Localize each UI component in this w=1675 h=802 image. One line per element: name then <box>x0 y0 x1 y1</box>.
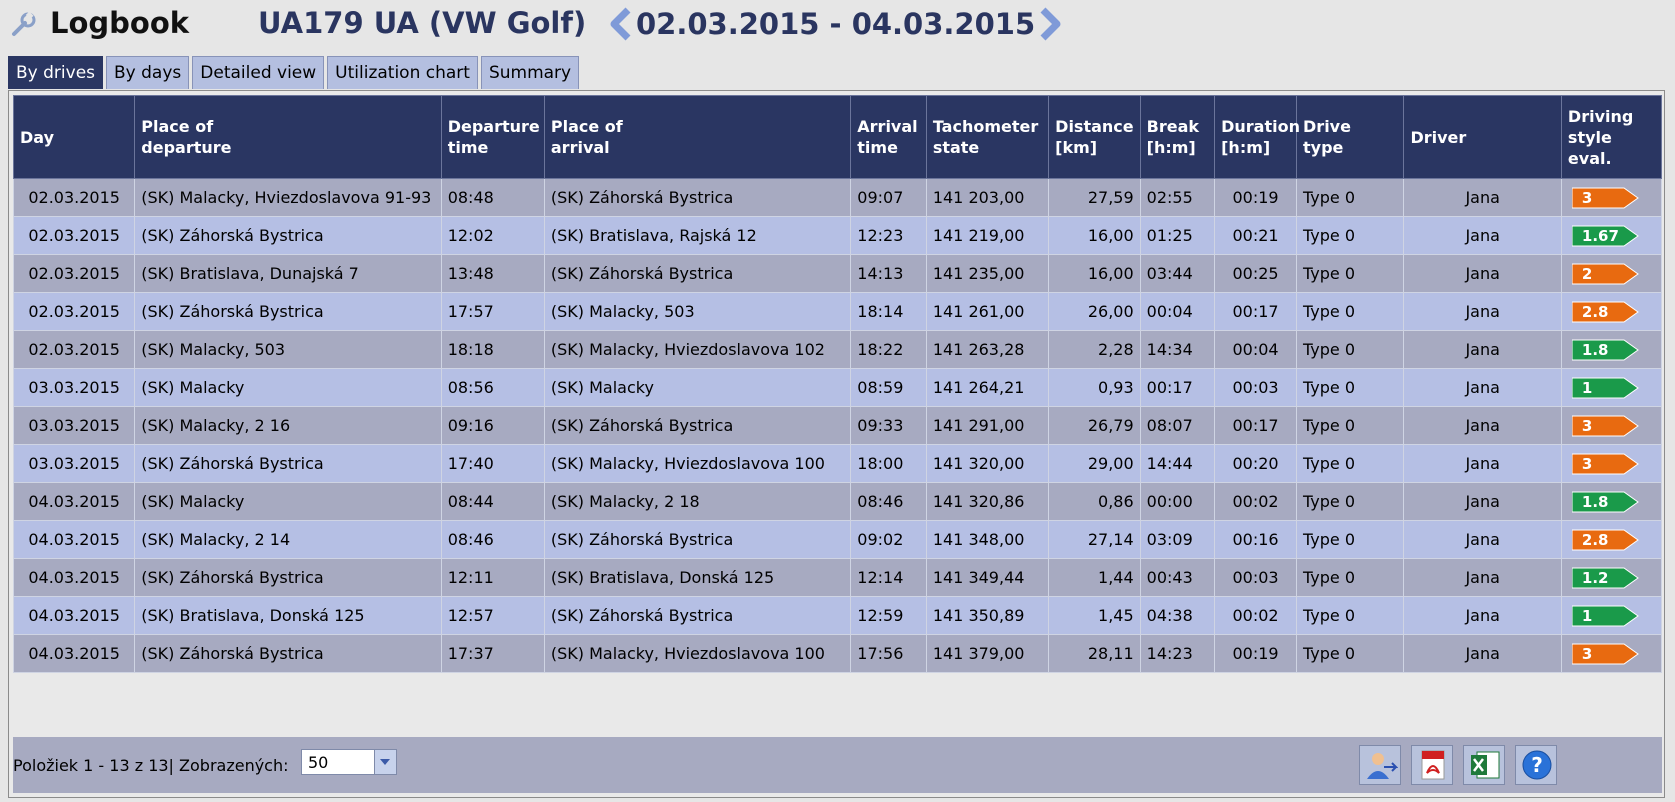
table-cell: 04.03.2015 <box>14 559 135 597</box>
table-cell: Type 0 <box>1297 445 1404 483</box>
table-cell: (SK) Záhorská Bystrica <box>544 255 850 293</box>
table-cell: 26,00 <box>1049 293 1140 331</box>
page-size-select[interactable] <box>301 749 397 775</box>
previous-period-arrow-icon[interactable] <box>608 6 634 42</box>
table-cell: 141 379,00 <box>926 635 1048 673</box>
table-cell: 09:02 <box>851 521 927 559</box>
table-cell: 18:18 <box>441 331 544 369</box>
driving-style-value: 3 <box>1581 188 1593 207</box>
table-cell: Jana <box>1404 597 1561 635</box>
table-cell: 08:46 <box>851 483 927 521</box>
table-cell: 141 291,00 <box>926 407 1048 445</box>
table-cell: (SK) Bratislava, Donská 125 <box>544 559 850 597</box>
table-cell: 08:44 <box>441 483 544 521</box>
export-excel-button[interactable] <box>1463 745 1505 785</box>
table-cell: Type 0 <box>1297 217 1404 255</box>
column-header[interactable]: Tachometer state <box>926 96 1048 179</box>
table-cell: Jana <box>1404 217 1561 255</box>
pdf-icon <box>1416 749 1450 781</box>
driving-style-badge <box>1572 605 1630 627</box>
page-size-value: 50 <box>308 753 329 772</box>
table-cell: 00:03 <box>1215 559 1297 597</box>
table-cell: 17:37 <box>441 635 544 673</box>
table-cell: 14:23 <box>1140 635 1214 673</box>
table-cell: (SK) Záhorská Bystrica <box>135 293 441 331</box>
next-period-arrow-icon[interactable] <box>1037 6 1063 42</box>
table-cell: 02.03.2015 <box>14 293 135 331</box>
table-row[interactable] <box>14 255 1662 293</box>
driving-style-value: 1 <box>1581 378 1593 397</box>
table-cell: Type 0 <box>1297 597 1404 635</box>
table-cell: (SK) Malacky <box>135 483 441 521</box>
table-cell: 00:16 <box>1215 521 1297 559</box>
table-cell: 00:02 <box>1215 597 1297 635</box>
table-cell: (SK) Malacky, 2 18 <box>544 483 850 521</box>
column-header[interactable]: Break [h:m] <box>1140 96 1214 179</box>
table-cell: (SK) Záhorská Bystrica <box>544 407 850 445</box>
table-row[interactable] <box>14 217 1662 255</box>
table-cell: 141 348,00 <box>926 521 1048 559</box>
table-cell: Jana <box>1404 179 1561 217</box>
table-cell: Type 0 <box>1297 559 1404 597</box>
date-range-navigator <box>608 4 1063 44</box>
table-cell <box>1561 483 1661 521</box>
table-cell: 02.03.2015 <box>14 179 135 217</box>
tab-by-drives[interactable]: By drives <box>8 56 103 89</box>
table-cell <box>1561 635 1661 673</box>
excel-icon <box>1468 749 1502 781</box>
vehicle-title: UA179 UA (VW Golf) <box>258 6 587 40</box>
table-cell: 04.03.2015 <box>14 521 135 559</box>
table-cell: 03.03.2015 <box>14 407 135 445</box>
driving-style-badge <box>1572 263 1630 285</box>
column-header[interactable]: Place of arrival <box>544 96 850 179</box>
table-cell: Type 0 <box>1297 179 1404 217</box>
table-cell: 03.03.2015 <box>14 369 135 407</box>
table-cell: 00:17 <box>1140 369 1214 407</box>
table-cell: (SK) Bratislava, Rajská 12 <box>544 217 850 255</box>
table-cell: 14:34 <box>1140 331 1214 369</box>
driving-style-badge <box>1572 567 1630 589</box>
table-cell: 141 203,00 <box>926 179 1048 217</box>
table-cell <box>1561 217 1661 255</box>
driving-style-value: 3 <box>1581 644 1593 663</box>
table-cell: 02.03.2015 <box>14 255 135 293</box>
table-cell: Jana <box>1404 521 1561 559</box>
table-cell: Jana <box>1404 635 1561 673</box>
driving-style-value: 1.8 <box>1581 492 1609 511</box>
table-cell: 17:40 <box>441 445 544 483</box>
driving-style-badge <box>1572 643 1630 665</box>
table-cell: 08:07 <box>1140 407 1214 445</box>
table-cell: 141 320,00 <box>926 445 1048 483</box>
table-cell <box>1561 597 1661 635</box>
drives-panel <box>8 90 1665 798</box>
help-icon <box>1520 749 1554 781</box>
column-header[interactable]: Departure time <box>441 96 544 179</box>
table-cell: 01:25 <box>1140 217 1214 255</box>
table-cell: (SK) Záhorská Bystrica <box>135 445 441 483</box>
table-cell: 03.03.2015 <box>14 445 135 483</box>
table-cell: 03:44 <box>1140 255 1214 293</box>
table-cell: 141 235,00 <box>926 255 1048 293</box>
table-cell: 14:44 <box>1140 445 1214 483</box>
table-cell: 00:02 <box>1215 483 1297 521</box>
column-header[interactable]: Drive type <box>1297 96 1404 179</box>
tab-detailed-view[interactable]: Detailed view <box>192 56 324 89</box>
table-cell: 1,44 <box>1049 559 1140 597</box>
table-cell: 03:09 <box>1140 521 1214 559</box>
table-cell: Type 0 <box>1297 483 1404 521</box>
driving-style-value: 1.8 <box>1581 340 1609 359</box>
table-cell: 04:38 <box>1140 597 1214 635</box>
table-cell: Type 0 <box>1297 293 1404 331</box>
table-row[interactable] <box>14 331 1662 369</box>
table-cell: Type 0 <box>1297 369 1404 407</box>
table-row[interactable] <box>14 521 1662 559</box>
table-cell: 08:56 <box>441 369 544 407</box>
driving-style-value: 3 <box>1581 416 1593 435</box>
table-cell: 13:48 <box>441 255 544 293</box>
table-cell: (SK) Bratislava, Dunajská 7 <box>135 255 441 293</box>
table-cell: 141 349,44 <box>926 559 1048 597</box>
table-cell: 26,79 <box>1049 407 1140 445</box>
table-cell: 12:59 <box>851 597 927 635</box>
table-cell: 04.03.2015 <box>14 597 135 635</box>
table-cell <box>1561 407 1661 445</box>
table-cell: (SK) Malacky, Hviezdoslavova 91-93 <box>135 179 441 217</box>
table-cell: (SK) Malacky <box>135 369 441 407</box>
table-cell: 18:22 <box>851 331 927 369</box>
table-cell: 00:19 <box>1215 179 1297 217</box>
pager-label: Položiek 1 - 13 z 13| Zobrazených: <box>13 756 289 775</box>
table-row[interactable] <box>14 293 1662 331</box>
date-range: 02.03.2015 - 04.03.2015 <box>636 7 1036 41</box>
table-cell: 27,59 <box>1049 179 1140 217</box>
table-cell <box>1561 369 1661 407</box>
driving-style-value: 2.8 <box>1581 530 1609 549</box>
table-cell: 00:21 <box>1215 217 1297 255</box>
table-cell: 02:55 <box>1140 179 1214 217</box>
table-cell: 09:16 <box>441 407 544 445</box>
table-cell: 02.03.2015 <box>14 331 135 369</box>
table-row[interactable] <box>14 445 1662 483</box>
driving-style-value: 1 <box>1581 606 1593 625</box>
table-cell: 12:23 <box>851 217 927 255</box>
table-cell <box>1561 179 1661 217</box>
table-cell <box>1561 559 1661 597</box>
table-cell: (SK) Záhorská Bystrica <box>135 635 441 673</box>
table-cell: 12:14 <box>851 559 927 597</box>
table-cell: 16,00 <box>1049 255 1140 293</box>
table-cell: 12:57 <box>441 597 544 635</box>
table-cell: 16,00 <box>1049 217 1140 255</box>
column-header[interactable]: Driving style eval. <box>1561 96 1661 179</box>
column-header[interactable]: Place of departure <box>135 96 441 179</box>
column-header[interactable]: Arrival time <box>851 96 927 179</box>
table-cell: 00:04 <box>1140 293 1214 331</box>
tab-utilization-chart[interactable]: Utilization chart <box>327 56 478 89</box>
driving-style-badge <box>1572 225 1630 247</box>
table-cell: 1,45 <box>1049 597 1140 635</box>
export-user-button[interactable] <box>1359 745 1401 785</box>
table-cell <box>1561 331 1661 369</box>
driving-style-value: 3 <box>1581 454 1593 473</box>
header <box>0 0 1675 52</box>
table-cell: 00:17 <box>1215 293 1297 331</box>
table-cell: 00:25 <box>1215 255 1297 293</box>
driving-style-badge <box>1572 529 1630 551</box>
table-cell: 141 261,00 <box>926 293 1048 331</box>
table-cell: 29,00 <box>1049 445 1140 483</box>
table-cell <box>1561 445 1661 483</box>
table-cell: (SK) Malacky, 2 14 <box>135 521 441 559</box>
table-cell: 09:33 <box>851 407 927 445</box>
export-user-icon <box>1364 749 1398 781</box>
table-cell: (SK) Záhorská Bystrica <box>544 521 850 559</box>
table-cell: 00:43 <box>1140 559 1214 597</box>
export-pdf-button[interactable] <box>1411 745 1453 785</box>
table-row[interactable] <box>14 635 1662 673</box>
driving-style-badge <box>1572 187 1630 209</box>
column-header[interactable]: Day <box>14 96 135 179</box>
table-cell: (SK) Malacky, 503 <box>135 331 441 369</box>
table-row[interactable] <box>14 483 1662 521</box>
table-cell: 08:59 <box>851 369 927 407</box>
driving-style-value: 1.67 <box>1581 226 1619 245</box>
table-cell: Type 0 <box>1297 407 1404 445</box>
table-cell: Type 0 <box>1297 331 1404 369</box>
table-cell: 00:17 <box>1215 407 1297 445</box>
table-cell: Type 0 <box>1297 635 1404 673</box>
table-cell: 17:56 <box>851 635 927 673</box>
table-cell: (SK) Malacky, Hviezdoslavova 100 <box>544 445 850 483</box>
table-cell: 08:48 <box>441 179 544 217</box>
table-cell: Jana <box>1404 331 1561 369</box>
table-row[interactable] <box>14 179 1662 217</box>
table-cell: (SK) Záhorská Bystrica <box>544 179 850 217</box>
table-cell <box>1561 521 1661 559</box>
table-row[interactable] <box>14 559 1662 597</box>
table-cell: (SK) Malacky, 503 <box>544 293 850 331</box>
table-cell: Jana <box>1404 369 1561 407</box>
table-footer <box>13 737 1662 793</box>
table-cell: Jana <box>1404 559 1561 597</box>
table-cell: 00:20 <box>1215 445 1297 483</box>
column-header[interactable]: Duration [h:m] <box>1215 96 1297 179</box>
table-cell: 04.03.2015 <box>14 483 135 521</box>
table-cell: 12:02 <box>441 217 544 255</box>
column-header[interactable]: Distance [km] <box>1049 96 1140 179</box>
wrench-icon <box>10 10 38 38</box>
table-row[interactable] <box>14 369 1662 407</box>
table-cell: 141 219,00 <box>926 217 1048 255</box>
table-cell <box>1561 255 1661 293</box>
driving-style-badge <box>1572 453 1630 475</box>
table-cell: (SK) Záhorská Bystrica <box>135 217 441 255</box>
table-cell: Jana <box>1404 483 1561 521</box>
svg-text:?: ? <box>1531 753 1543 777</box>
table-header-row <box>14 96 1662 179</box>
table-row[interactable] <box>14 597 1662 635</box>
table-cell: Type 0 <box>1297 255 1404 293</box>
table-cell: Type 0 <box>1297 521 1404 559</box>
table-cell: 141 350,89 <box>926 597 1048 635</box>
table-cell: 12:11 <box>441 559 544 597</box>
chevron-down-icon[interactable] <box>374 750 396 774</box>
view-tabs <box>8 56 582 90</box>
table-cell: 0,93 <box>1049 369 1140 407</box>
tab-summary[interactable]: Summary <box>481 56 579 89</box>
table-cell: 00:00 <box>1140 483 1214 521</box>
table-cell: 2,28 <box>1049 331 1140 369</box>
driving-style-badge <box>1572 491 1630 513</box>
tab-by-days[interactable]: By days <box>106 56 189 89</box>
table-cell <box>1561 293 1661 331</box>
driving-style-value: 2 <box>1581 264 1593 283</box>
table-cell: 02.03.2015 <box>14 217 135 255</box>
table-cell: 00:04 <box>1215 331 1297 369</box>
table-cell: 27,14 <box>1049 521 1140 559</box>
driving-style-value: 2.8 <box>1581 302 1609 321</box>
table-cell: 0,86 <box>1049 483 1140 521</box>
table-cell: Jana <box>1404 407 1561 445</box>
help-button[interactable] <box>1515 745 1557 785</box>
column-header[interactable]: Driver <box>1404 96 1561 179</box>
table-cell: (SK) Malacky <box>544 369 850 407</box>
table-cell: 18:00 <box>851 445 927 483</box>
table-body <box>14 179 1662 673</box>
table-cell: 141 263,28 <box>926 331 1048 369</box>
table-cell: (SK) Záhorská Bystrica <box>135 559 441 597</box>
table-cell: 18:14 <box>851 293 927 331</box>
driving-style-badge <box>1572 415 1630 437</box>
table-cell: 14:13 <box>851 255 927 293</box>
table-cell: (SK) Záhorská Bystrica <box>544 597 850 635</box>
driving-style-badge <box>1572 339 1630 361</box>
table-cell: 08:46 <box>441 521 544 559</box>
app-title: Logbook <box>50 6 190 40</box>
table-cell: (SK) Malacky, 2 16 <box>135 407 441 445</box>
table-cell: 04.03.2015 <box>14 635 135 673</box>
driving-style-value: 1.2 <box>1581 568 1609 587</box>
table-cell: (SK) Malacky, Hviezdoslavova 100 <box>544 635 850 673</box>
table-row[interactable] <box>14 407 1662 445</box>
table-cell: 28,11 <box>1049 635 1140 673</box>
table-cell: Jana <box>1404 255 1561 293</box>
table-cell: 09:07 <box>851 179 927 217</box>
table-cell: (SK) Malacky, Hviezdoslavova 102 <box>544 331 850 369</box>
drives-table <box>13 95 1662 673</box>
table-cell: Jana <box>1404 293 1561 331</box>
table-cell: 00:03 <box>1215 369 1297 407</box>
table-cell: 141 320,86 <box>926 483 1048 521</box>
table-cell: 141 264,21 <box>926 369 1048 407</box>
table-cell: 17:57 <box>441 293 544 331</box>
table-cell: 00:19 <box>1215 635 1297 673</box>
table-cell: Jana <box>1404 445 1561 483</box>
driving-style-badge <box>1572 301 1630 323</box>
driving-style-badge <box>1572 377 1630 399</box>
table-cell: (SK) Bratislava, Donská 125 <box>135 597 441 635</box>
